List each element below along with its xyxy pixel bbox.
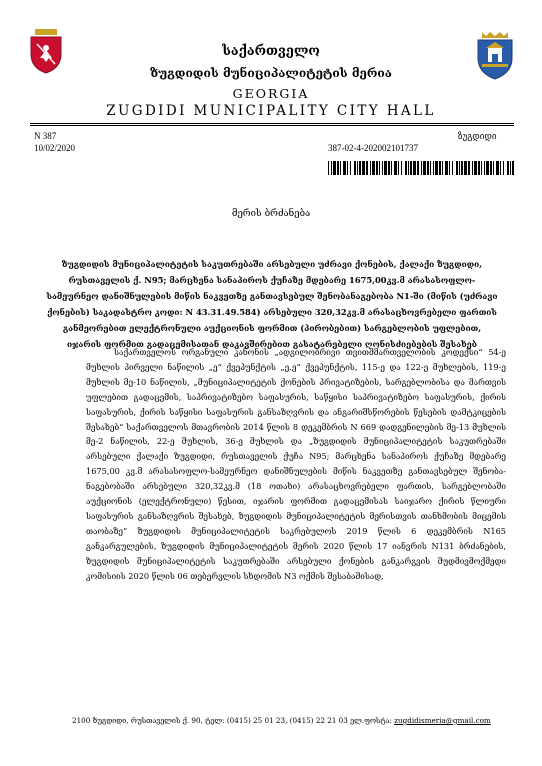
document-title: მერის ბრძანება — [231, 208, 311, 219]
document-date: 10/02/2020 — [34, 143, 76, 153]
header-city-hall-ka: ზუგდიდის მუნიციპალიტეტის მერია — [150, 66, 392, 80]
header-divider-bottom — [30, 125, 514, 126]
footer-address: 2100 ზუგდიდი, რუსთაველის ქ. 90, ტელ: (0415) 25 01 23, (0415) 22 21 03 ელ.ფოსტა: — [72, 716, 395, 725]
registration-code: 387-02-4-202002101737 — [328, 143, 418, 153]
document-body: საქართველოს ორგანული კანონის „ადგილობრივი თვითმმართველობის კოდექსი“ 54-ე მუხლის პირველი ნაწილის „ე“ ქვეპუნქტის „ე.ე“ ქვეპუნქტის, 115-ე და 122-ე მუხლების, 119-ე მუხლის მე-10 ნაწილის, „მუნიციპალიტეტის ქონების პრივატიზების, სარგებლობისა და მართვის უფლებით გადაცემის, საპრივატიზებო საფასურის, საწყისი საპრივატიზებო საფასურის, ქირის საფასურის, ქირის საწყისი საფასურის განსაზღვრის და ანგარიშსწორების წესების დამტკიცების შესახებ“ საქართველოს მთავრობის 2014 წლის 8 დეკემბრის N 669 დადგენილების მე-13 მუხლის მე-2 ნაწილის, 22-ე მუხლის, 36-ე მუხლის და „ზუგდიდის მუნიციპალიტეტის საკუთრებაში არსებული ქალაქი ზუგდიდი, რუსთაველის ქუჩა N95; მარცხენა სანაპიროს ქუჩაზე მდებარე 1675,00 კვ.მ არასასოფლო-სამეურნეო დანიშნულების მიწის ნაკვეთზე განთავსებულ შენობა-ნაგებობაში არსებული 320,32კვ.მ (18 ოთახი) არასაცხოვრებელი ფართის, სარგებლობაში აუქციონის (ელექტრონული) წესით, იჯარის ფორმით გადაცემისას საიჯარო ქირის წლიური საფასურის განსაზღვრის შესახებ, ზუგდიდის მუნიციპალიტეტის მერისთვის თანხმობის მიცემის თაობაზე“ ზუგდიდის მუნიციპალიტეტის საკრებულოს 2019 წლის 6 დეკემბრის N165 განკარგულების, ზუგდიდის მუნიციპალიტეტის მერის 2020 წლის 17 იანვრის N131 ბრძანების, ზუგდიდის მუნიციპალიტეტის საკუთრებაში არსებული ქონების განკარგვის მუდმივმოქმედი კომისიის 2020 წლის 06 თებერვლის სხდომის N3 ოქმის შესაბამისად, — [86, 347, 506, 581]
header-city-hall-en: ZUGDIDI MUNICIPALITY CITY HALL — [106, 103, 436, 119]
barcode-icon — [328, 160, 514, 174]
header-divider-top — [30, 123, 514, 124]
document-city: ზუგდიდი — [458, 131, 497, 141]
footer-contacts — [72, 716, 512, 725]
footer-email-link[interactable]: zugdidismeria@gmail.com — [394, 716, 491, 725]
header-country-ka: საქართველო — [222, 44, 320, 59]
document-number: N 387 — [34, 131, 57, 141]
header-country-en: GEORGIA — [232, 86, 310, 101]
document-subject: ზუგდიდის მუნიციპალიტეტის საკუთრებაში არსებული უძრავი ქონების, ქალაქი ზუგდიდი, რუსთაველის ქ. N95; მარცხენა სანაპიროს ქუჩაზე მდებარე 1675,00კვ.მ არასასოფლო-სამეურნეო დანიშნულების მიწის ნაკვეთზე განთავსებულ შენობანაგებობა N1-ში (მიწის (უძრავი ქონების) საკადასტრო კოდი: N 43.31.49.584) არსებული 320,32კვ.მ არასაცხოვრებელი ფართის განმეორებით ელექტრონული აუქციონის ფორმით (პირობებით) სარგებლობის უფლებით, იჯარის ფორმით გადაცემისათან დაკავშირებით გასატარებელი ღონისძიებების შესახებ — [46, 259, 498, 349]
